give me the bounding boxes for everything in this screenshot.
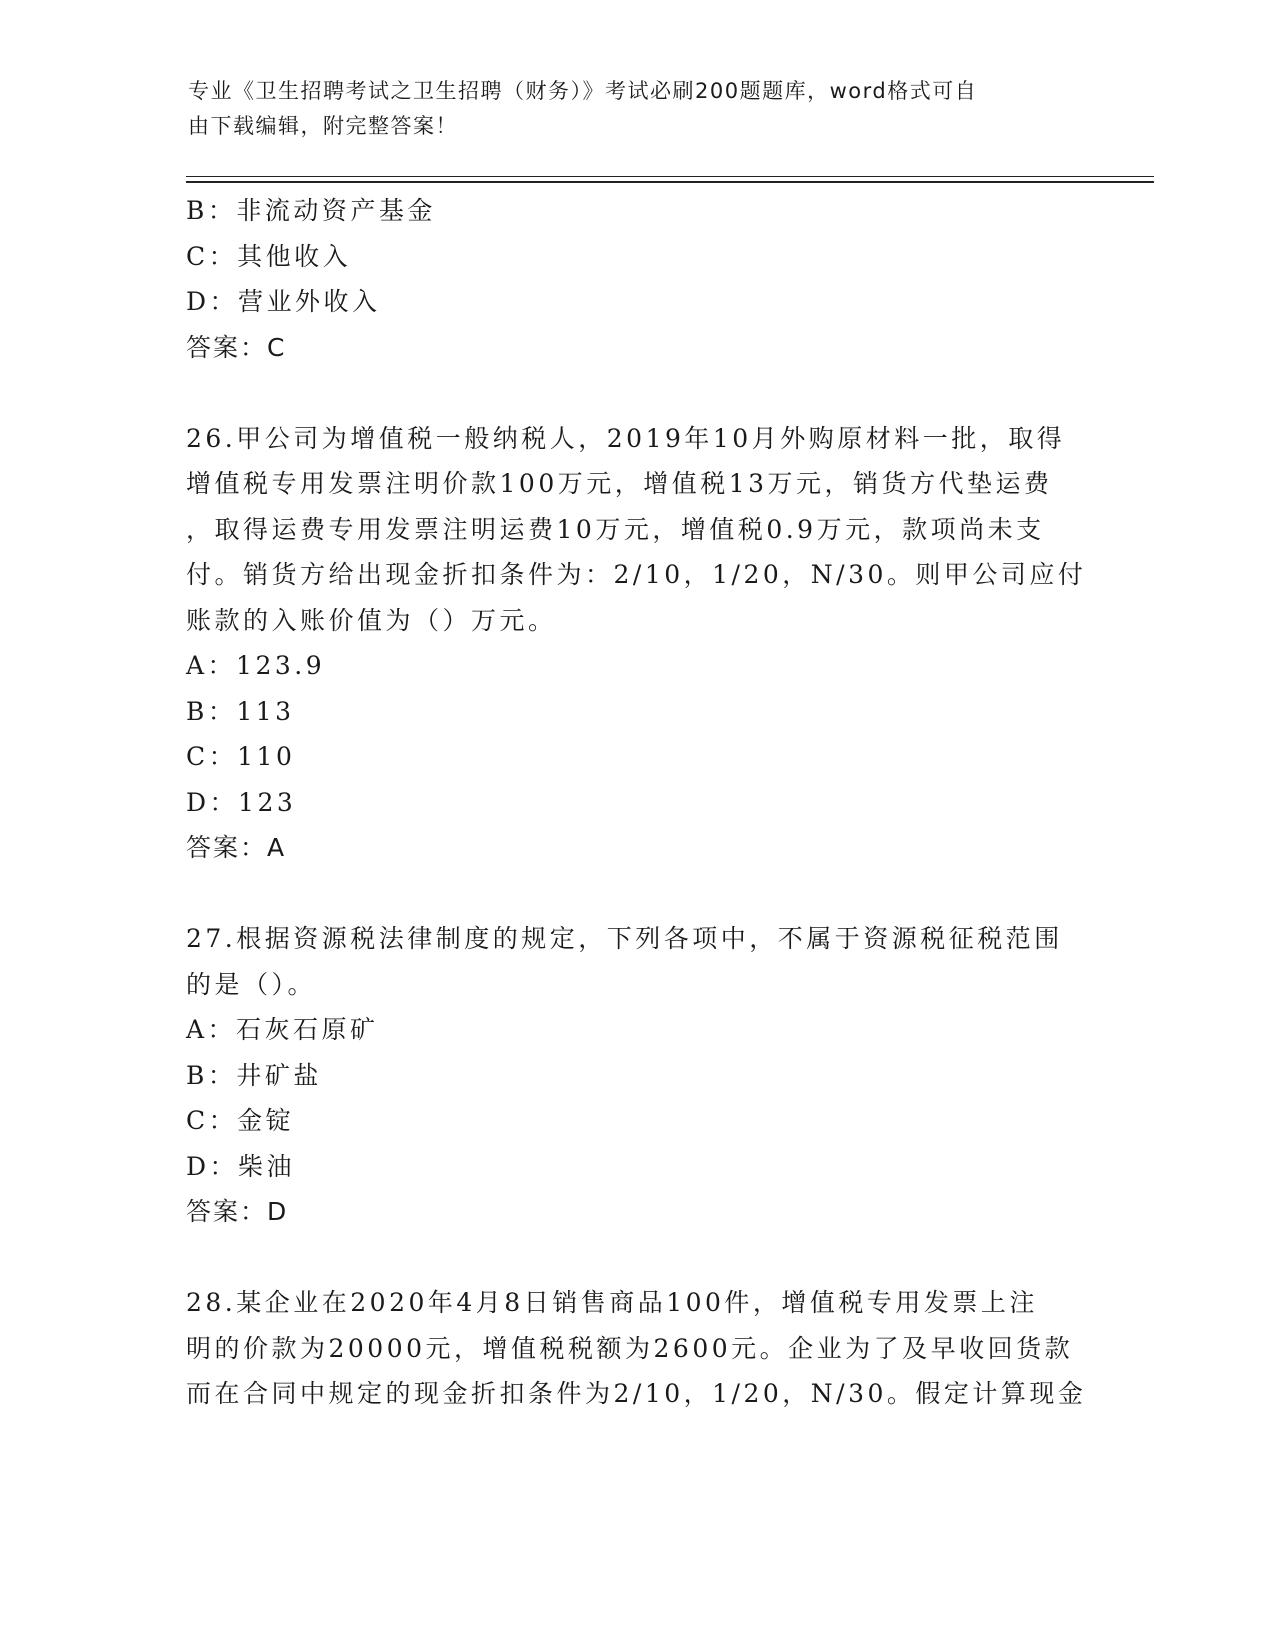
question-27-answer: 答案：D	[186, 1197, 289, 1226]
option-b: B：113	[186, 696, 295, 726]
question-28	[186, 1280, 1086, 1417]
question-28-line-3: 而在合同中规定的现金折扣条件为2/10，1/20，N/30。假定计算现金	[186, 1379, 1087, 1408]
option-c: C：110	[186, 742, 296, 771]
header-divider-thin	[186, 176, 1154, 177]
question-26-answer: 答案：A	[186, 833, 287, 862]
question-content	[186, 188, 1086, 1417]
question-25-options	[186, 188, 1086, 325]
option-b: B：非流动资产基金	[186, 196, 436, 225]
option-a: A：123.9	[186, 651, 326, 680]
question-27-line-2: 的是（）。	[186, 969, 317, 999]
question-26-line-2: 增值税专用发票注明价款100万元，增值税13万元，销货方代垫运费	[186, 469, 1053, 498]
option-d: D：柴油	[186, 1151, 296, 1181]
option-a: A：石灰石原矿	[186, 1015, 379, 1044]
question-spacer	[186, 370, 1086, 416]
question-26-line-5: 账款的入账价值为（）万元。	[186, 605, 557, 635]
page-header	[188, 74, 1068, 144]
option-c: C：金锭	[186, 1106, 295, 1135]
question-spacer	[186, 871, 1086, 917]
question-26-line-4: 付。销货方给出现金折扣条件为：2/10，1/20，N/30。则甲公司应付	[186, 560, 1087, 589]
header-line-1: 专业《卫生招聘考试之卫生招聘（财务）》考试必刷200题题库，word格式可自	[188, 79, 978, 103]
question-spacer	[186, 1235, 1086, 1281]
question-27	[186, 916, 1086, 1235]
question-26	[186, 416, 1086, 871]
question-25-answer: 答案：C	[186, 332, 287, 362]
question-28-line-1: 28.某企业在2020年4月8日销售商品100件，增值税专用发票上注	[186, 1288, 1038, 1317]
option-d: D：营业外收入	[186, 287, 381, 316]
question-27-line-1: 27.根据资源税法律制度的规定，下列各项中，不属于资源税征税范围	[186, 924, 1063, 953]
option-b: B：井矿盐	[186, 1060, 322, 1090]
option-c: C：其他收入	[186, 241, 352, 271]
option-d: D：123	[186, 787, 297, 817]
question-26-line-3: ，取得运费专用发票注明运费10万元，增值税0.9万元，款项尚未支	[186, 514, 1045, 544]
question-28-line-2: 明的价款为20000元，增值税税额为2600元。企业为了及早收回货款	[186, 1333, 1074, 1363]
header-divider-thick	[186, 181, 1154, 183]
header-line-2: 由下载编辑，附完整答案！	[188, 114, 458, 138]
question-26-line-1: 26.甲公司为增值税一般纳税人，2019年10月外购原材料一批，取得	[186, 423, 1066, 453]
